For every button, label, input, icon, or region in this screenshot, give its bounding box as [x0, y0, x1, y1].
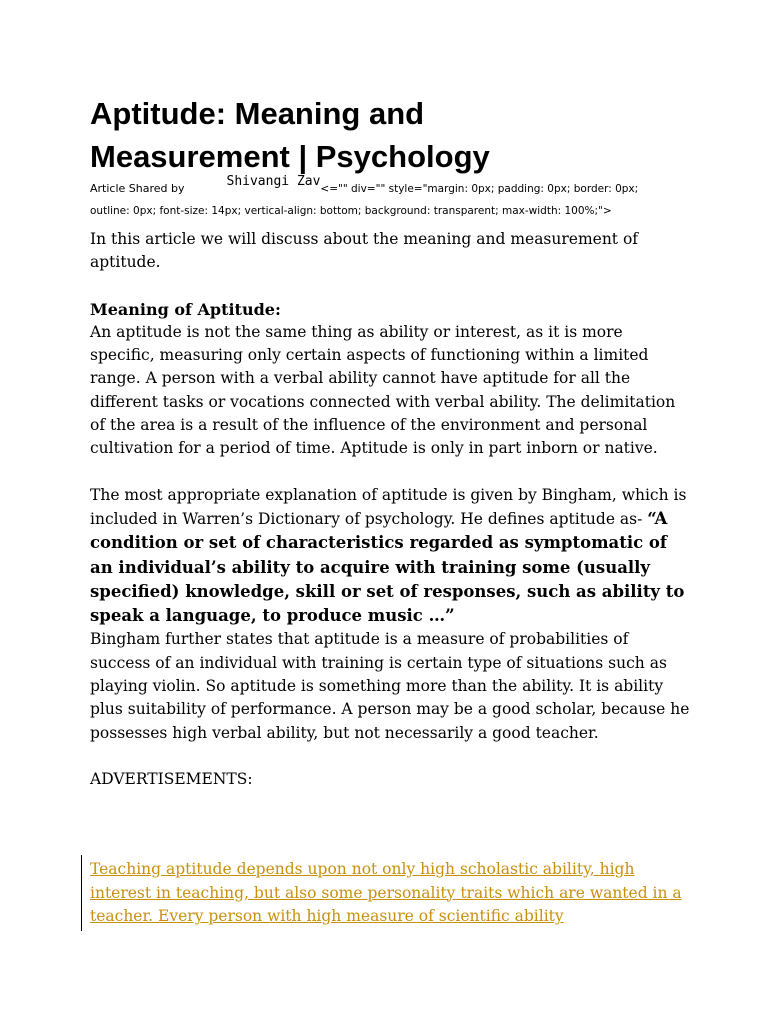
raw-markup-line-2: outline: 0px; font-size: 14px; vertical-align: bottom; background: transparent; max-width: 100%;"> [90, 205, 612, 217]
author-name[interactable]: Shivangi Zav [226, 174, 321, 189]
text-cursor [81, 855, 82, 931]
article-title [90, 92, 650, 178]
title-line-1: Aptitude: Meaning and [90, 96, 425, 131]
bingham-quote: “A condition or set of characteristics regarded as symptomatic of an individual’s ability to acquire with training some (usually specified) knowledge, skill or set of responses, such as ability to speak a language, to produce music …” [90, 508, 685, 626]
article-body [90, 228, 690, 791]
advertisements-label: ADVERTISEMENTS: [90, 769, 253, 788]
highlighted-link-text[interactable]: Teaching aptitude depends upon not only high scholastic ability, high interest in teaching, but also some personality traits which are wanted in a teacher. Every person with high measure of scientific ability [90, 860, 682, 925]
byline-label: Article Shared by [90, 182, 185, 195]
paragraph-2-lead: The most appropriate explanation of aptitude is given by Bingham, which is included in Warren’s Dictionary of psychology. He defines aptitude as- [90, 485, 687, 528]
paragraph-2 [90, 484, 690, 629]
paragraph-3: Bingham further states that aptitude is a measure of probabilities of success of an individual with training is certain type of situations such as playing violin. So aptitude is something more than the ability. It is ability plus suitability of performance. A person may be a good scholar, because he possesses high verbal ability, but not necessarily a good teacher. [90, 630, 690, 742]
paragraph-1: An aptitude is not the same thing as ability or interest, as it is more specific, measuring only certain aspects of functioning within a limited range. A person with a verbal ability cannot have aptitude for all the different tasks or vocations connected with verbal ability. The delimitation of the area is a result of the influence of the environment and personal cultivation for a period of time. Aptitude is only in part inborn or native. [90, 322, 676, 458]
intro-paragraph: In this article we will discuss about the meaning and measurement of aptitude. [90, 230, 639, 272]
raw-markup-line-1: <="" div="" style="margin: 0px; padding: 0px; border: 0px; [320, 183, 639, 195]
title-line-2: Measurement | Psychology [90, 139, 490, 174]
byline [90, 174, 690, 222]
section-heading: Meaning of Aptitude: [90, 299, 281, 319]
